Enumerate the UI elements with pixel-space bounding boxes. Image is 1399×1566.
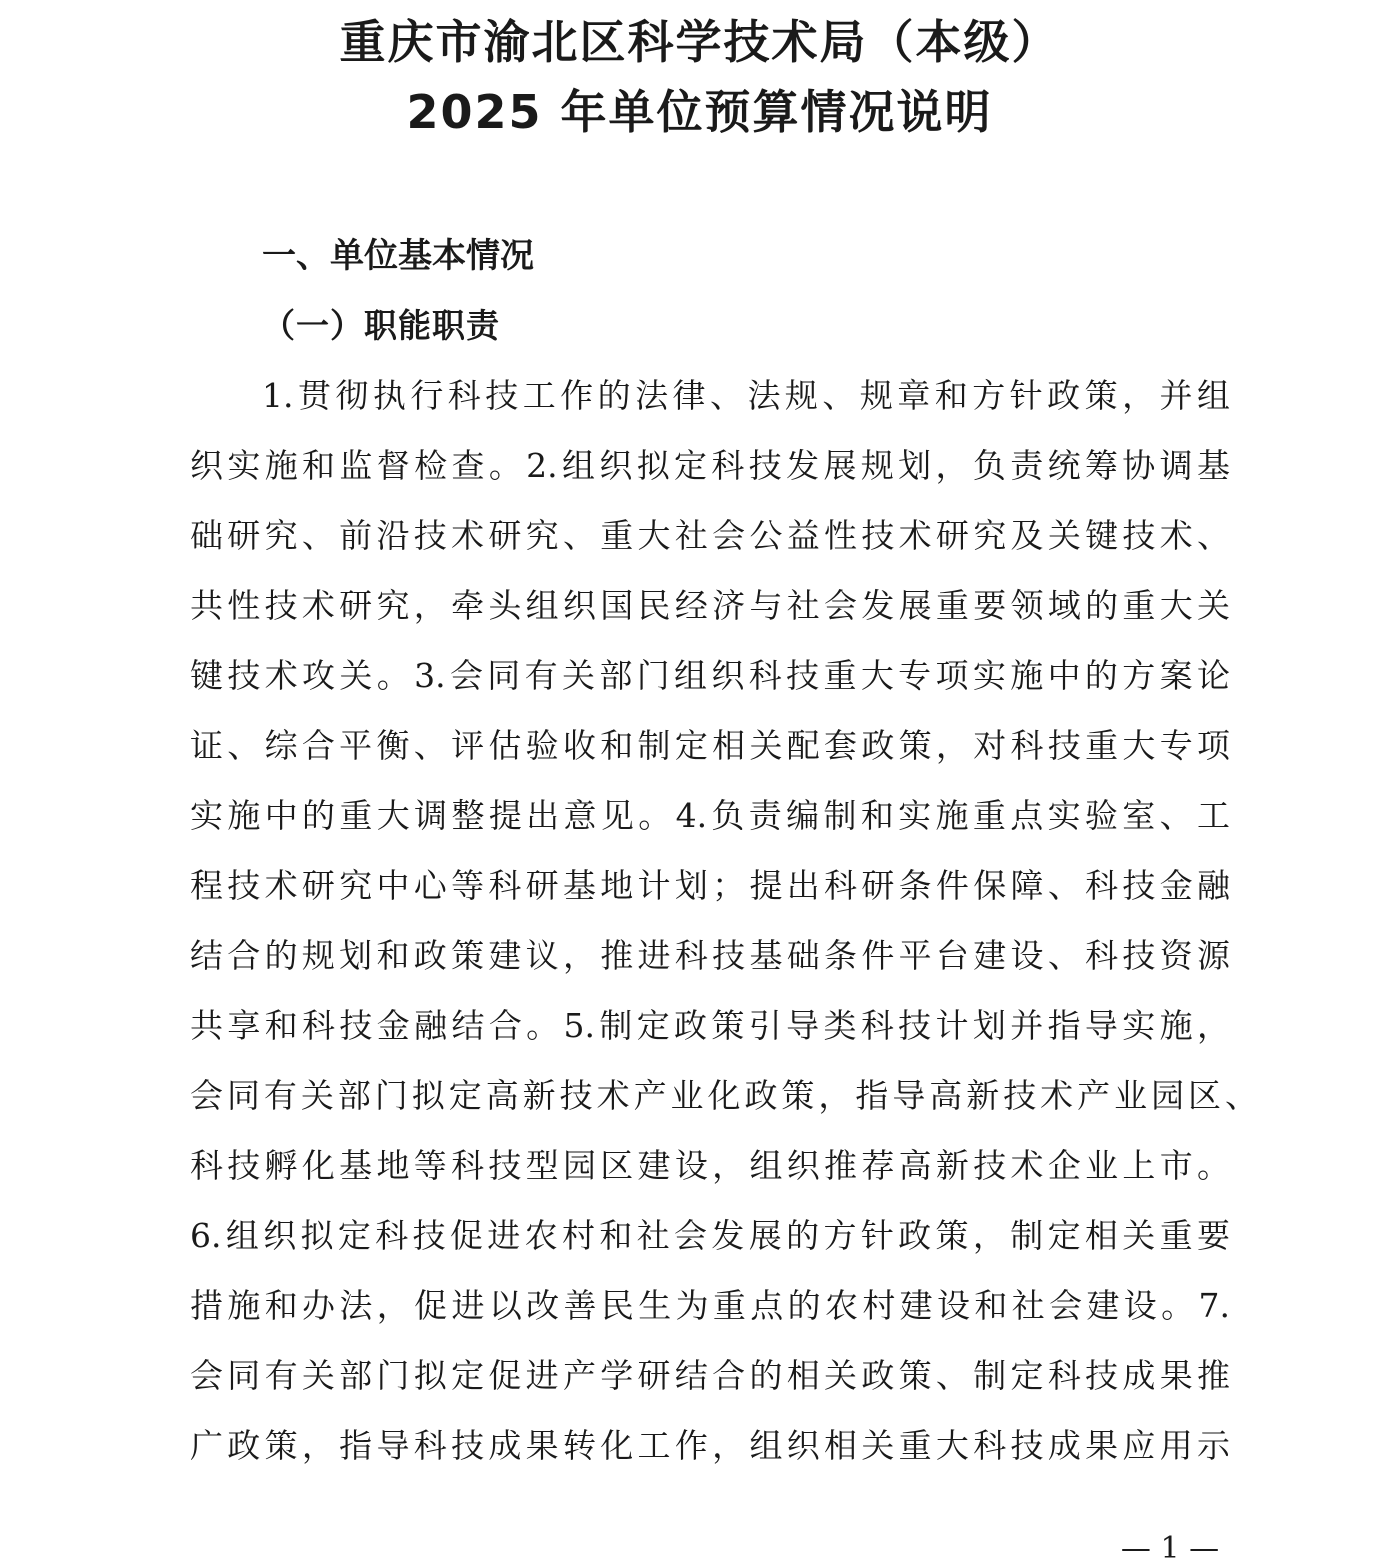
body-line: 证、综合平衡、评估验收和制定相关配套政策，对科技重大专项 [190, 726, 1230, 765]
body-line: 广政策，指导科技成果转化工作，组织相关重大科技成果应用示 [190, 1426, 1230, 1465]
body-line: 会同有关部门拟定促进产学研结合的相关政策、制定科技成果推 [190, 1356, 1230, 1395]
body-line: 共性技术研究，牵头组织国民经济与社会发展重要领域的重大关 [190, 586, 1230, 625]
body-line: 结合的规划和政策建议，推进科技基础条件平台建设、科技资源 [190, 936, 1230, 975]
body-line: 织实施和监督检查。2.组织拟定科技发展规划，负责统筹协调基 [190, 446, 1230, 485]
page-number: — 1 — [1120, 1531, 1220, 1566]
section-heading: 一、单位基本情况 [262, 236, 534, 276]
body-line: 会同有关部门拟定高新技术产业化政策，指导高新技术产业园区、 [190, 1076, 1258, 1115]
body-line: 础研究、前沿技术研究、重大社会公益性技术研究及关键技术、 [190, 516, 1230, 555]
document-title-line-1: 重庆市渝北区科学技术局（本级） [339, 15, 1060, 69]
body-line: 1.贯彻执行科技工作的法律、法规、规章和方针政策，并组 [262, 376, 1230, 415]
body-line: 共享和科技金融结合。5.制定政策引导类科技计划并指导实施， [190, 1006, 1230, 1045]
body-line: 键技术攻关。3.会同有关部门组织科技重大专项实施中的方案论 [190, 656, 1230, 695]
body-line: 6.组织拟定科技促进农村和社会发展的方针政策，制定相关重要 [190, 1216, 1230, 1255]
subsection-heading: （一）职能职责 [262, 306, 500, 345]
document-title-line-2: 2025 年单位预算情况说明 [406, 85, 993, 139]
body-line: 程技术研究中心等科研基地计划；提出科研条件保障、科技金融 [190, 866, 1230, 905]
body-line: 科技孵化基地等科技型园区建设，组织推荐高新技术企业上市。 [190, 1146, 1230, 1185]
body-line: 实施中的重大调整提出意见。4.负责编制和实施重点实验室、工 [190, 796, 1230, 835]
body-line: 措施和办法，促进以改善民生为重点的农村建设和社会建设。7. [190, 1286, 1230, 1325]
